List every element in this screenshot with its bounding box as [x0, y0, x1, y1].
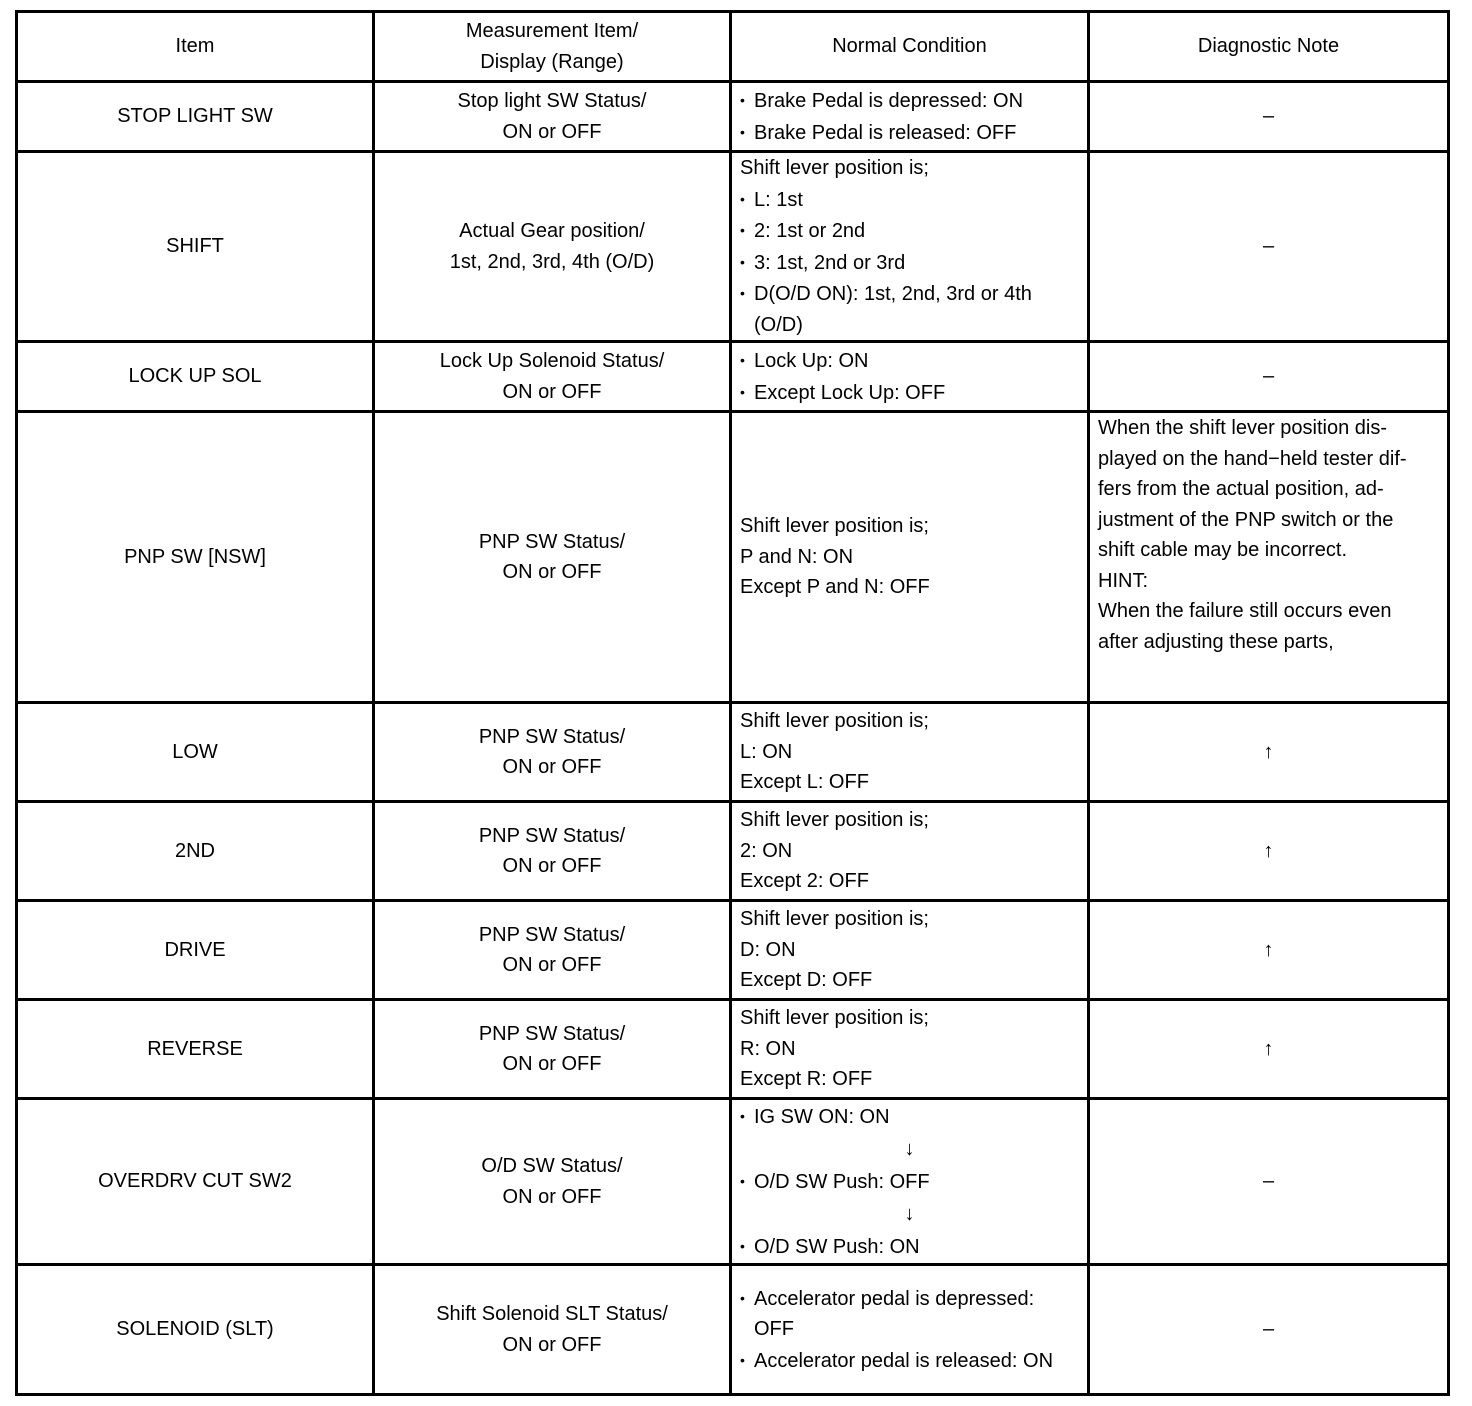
note-line: justment of the PNP switch or the — [1098, 508, 1394, 531]
measurement-line: PNP SW Status/ — [478, 1022, 626, 1045]
condition-line: Shift lever position is; — [740, 908, 929, 931]
down-arrow-icon: ↓ — [904, 1138, 915, 1160]
condition-bullet: • Brake Pedal is depressed: ON — [740, 85, 1079, 117]
header-normal-condition: Normal Condition — [731, 12, 1089, 82]
condition-cell — [731, 82, 1089, 152]
measurement-cell — [374, 152, 731, 342]
up-arrow-icon: ↑ — [1263, 740, 1274, 763]
measurement-cell — [374, 412, 731, 703]
condition-line: D: ON — [740, 938, 796, 961]
condition-line: Except 2: OFF — [740, 870, 869, 893]
condition-bullet: • O/D SW Push: OFF — [740, 1165, 1079, 1198]
table-row — [17, 901, 1449, 1000]
note-cell: – — [1089, 1099, 1449, 1265]
note-line: played on the hand−held tester dif- — [1098, 447, 1407, 470]
table-row — [17, 82, 1449, 152]
condition-bullet: • Brake Pedal is released: OFF — [740, 117, 1079, 149]
table-row — [17, 412, 1449, 703]
up-arrow-icon: ↑ — [1263, 1037, 1274, 1060]
measurement-line: Stop light SW Status/ — [457, 90, 647, 112]
measurement-range: ON or OFF — [502, 380, 602, 403]
condition-line: Shift lever position is; — [740, 1007, 929, 1030]
measurement-range: ON or OFF — [502, 954, 602, 976]
header-measurement — [374, 12, 731, 82]
header-item: Item — [17, 12, 374, 82]
item-cell: SOLENOID (SLT) — [17, 1265, 374, 1395]
measurement-cell — [374, 703, 731, 802]
condition-cell — [731, 703, 1089, 802]
condition-bullet: • 3: 1st, 2nd or 3rd — [740, 247, 1079, 279]
condition-bullet: • D(O/D ON): 1st, 2nd, 3rd or 4th (O/D) — [740, 278, 1079, 340]
table-row — [17, 1099, 1449, 1265]
header-measurement-line-1: Measurement Item/ — [465, 20, 639, 42]
condition-cell — [731, 412, 1089, 703]
condition-line: Except P and N: OFF — [740, 576, 930, 599]
condition-bullet: • IG SW ON: ON — [740, 1100, 1079, 1133]
item-cell: STOP LIGHT SW — [17, 82, 374, 152]
condition-line: Except R: OFF — [740, 1068, 873, 1091]
note-cell — [1089, 901, 1449, 1000]
condition-cell — [731, 802, 1089, 901]
condition-line: Except L: OFF — [740, 771, 869, 794]
item-cell: DRIVE — [17, 901, 374, 1000]
condition-bullet: • Accelerator pedal is depressed: OFF — [740, 1283, 1079, 1345]
note-cell: – — [1089, 342, 1449, 412]
note-cell — [1089, 1000, 1449, 1099]
condition-bullet: • Accelerator pedal is released: ON — [740, 1345, 1079, 1377]
condition-line: R: ON — [740, 1037, 796, 1060]
note-hint-label: HINT: — [1098, 569, 1148, 592]
header-measurement-line-2: Display (Range) — [480, 50, 624, 73]
condition-cell — [731, 1265, 1089, 1395]
measurement-range: 1st, 2nd, 3rd, 4th (O/D) — [449, 250, 655, 273]
measurement-cell — [374, 1099, 731, 1265]
table-header-row — [17, 12, 1449, 82]
header-diagnostic-note: Diagnostic Note — [1089, 12, 1449, 82]
item-cell: PNP SW [NSW] — [17, 412, 374, 703]
condition-bullet: • Except Lock Up: OFF — [740, 377, 1079, 409]
condition-bullet: • Lock Up: ON — [740, 345, 1079, 377]
table-row — [17, 1000, 1449, 1099]
item-cell: LOCK UP SOL — [17, 342, 374, 412]
measurement-line: PNP SW Status/ — [478, 725, 626, 748]
note-line: fers from the actual position, ad- — [1098, 478, 1384, 500]
measurement-line: Lock Up Solenoid Status/ — [439, 350, 665, 372]
note-cell: – — [1089, 1265, 1449, 1395]
condition-cell — [731, 152, 1089, 342]
condition-line: Shift lever position is; — [740, 710, 929, 733]
note-line: shift cable may be incorrect. — [1098, 539, 1347, 561]
item-cell: OVERDRV CUT SW2 — [17, 1099, 374, 1265]
measurement-line: Actual Gear position/ — [459, 220, 645, 242]
note-cell — [1089, 802, 1449, 901]
note-cell — [1089, 703, 1449, 802]
measurement-range: ON or OFF — [502, 756, 602, 778]
condition-line: Shift lever position is; — [740, 515, 929, 538]
up-arrow-icon: ↑ — [1263, 938, 1274, 961]
condition-line: L: ON — [740, 740, 793, 763]
measurement-cell — [374, 1000, 731, 1099]
item-cell: 2ND — [17, 802, 374, 901]
measurement-range: ON or OFF — [502, 561, 602, 583]
measurement-line: PNP SW Status/ — [478, 530, 626, 553]
condition-cell — [731, 901, 1089, 1000]
measurement-cell — [374, 901, 731, 1000]
condition-line: Except D: OFF — [740, 969, 873, 992]
table-row — [17, 802, 1449, 901]
table-row — [17, 1265, 1449, 1395]
condition-bullet: • 2: 1st or 2nd — [740, 215, 1079, 247]
measurement-cell — [374, 802, 731, 901]
note-cell: – — [1089, 82, 1449, 152]
measurement-cell — [374, 82, 731, 152]
note-line: When the failure still occurs even — [1098, 600, 1392, 622]
measurement-range: ON or OFF — [502, 1053, 602, 1075]
diagnostic-data-table — [15, 10, 1450, 1396]
condition-cell — [731, 1000, 1089, 1099]
note-cell — [1089, 412, 1449, 703]
condition-bullet: • O/D SW Push: ON — [740, 1230, 1079, 1263]
note-line: When the shift lever position dis- — [1098, 417, 1388, 439]
measurement-line: PNP SW Status/ — [478, 923, 626, 946]
note-cell: – — [1089, 152, 1449, 342]
measurement-range: ON or OFF — [502, 1185, 602, 1208]
measurement-range: ON or OFF — [502, 855, 602, 877]
table-row — [17, 703, 1449, 802]
condition-line: 2: ON — [740, 839, 793, 862]
condition-cell — [731, 1099, 1089, 1265]
condition-line: Shift lever position is; — [740, 809, 929, 832]
item-cell: REVERSE — [17, 1000, 374, 1099]
measurement-cell — [374, 1265, 731, 1395]
note-line: after adjusting these parts, — [1098, 630, 1334, 653]
table-row — [17, 342, 1449, 412]
item-cell: LOW — [17, 703, 374, 802]
item-cell: SHIFT — [17, 152, 374, 342]
table-row — [17, 152, 1449, 342]
up-arrow-icon: ↑ — [1263, 839, 1274, 862]
measurement-range: ON or OFF — [502, 120, 602, 143]
condition-line: P and N: ON — [740, 545, 854, 568]
condition-cell — [731, 342, 1089, 412]
measurement-cell — [374, 342, 731, 412]
measurement-line: Shift Solenoid SLT Status/ — [436, 1303, 668, 1325]
condition-intro: Shift lever position is; — [740, 157, 929, 179]
condition-bullet: • L: 1st — [740, 184, 1079, 216]
measurement-line: PNP SW Status/ — [478, 824, 626, 847]
measurement-range: ON or OFF — [502, 1333, 602, 1356]
down-arrow-icon: ↓ — [904, 1203, 915, 1225]
measurement-line: O/D SW Status/ — [481, 1155, 623, 1177]
